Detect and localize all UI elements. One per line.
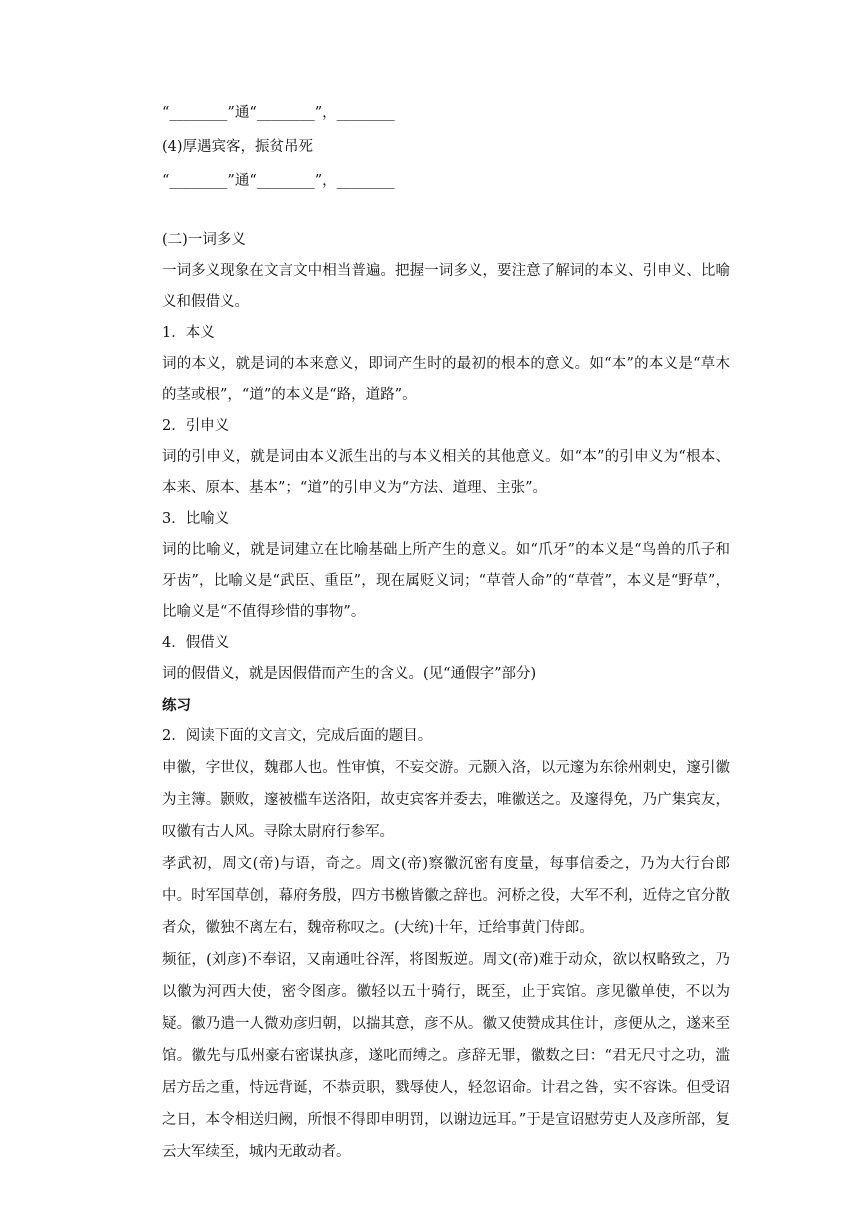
- tongjia-answer-3: “________”通“________”，________: [162, 105, 395, 121]
- item-heading-benyi: 1．本义: [162, 325, 215, 341]
- section-heading: (二)一词多义: [162, 232, 246, 248]
- item-text-biyuyi: 词的比喻义，就是词建立在比喻基础上所产生的意义。如“爪牙”的本义是“鸟兽的爪子和牙齿”，比喻义是“武臣、重臣”，现在属贬义词；“草菅人命”的“草菅”，本义是“野草”，比喻义是“不值得珍惜的事物”。: [162, 542, 730, 620]
- item-heading-yinshenyi: 2．引申义: [162, 418, 230, 434]
- item-text-yinshenyi: 词的引申义，就是词由本义派生出的与本义相关的其他意义。如“本”的引申义为“根本、本来、原本、基本”；“道”的引申义为“方法、道理、主张”。: [162, 449, 730, 496]
- passage-paragraph-1: 申徽，字世仪，魏郡人也。性审慎，不妄交游。元颢入洛，以元邃为东徐州刺史，邃引徽为主簿。颢败，邃被槛车送洛阳，故吏宾客并委去，唯徽送之。及邃得免，乃广集宾友，叹徽有古人风。寻除太尉府行参军。: [162, 760, 730, 840]
- item-text-jiajieyi: 词的假借义，就是因假借而产生的含义。(见“通假字”部分): [162, 666, 537, 682]
- passage-paragraph-2: 孝武初，周文(帝)与语，奇之。周文(帝)察徽沉密有度量，每事信委之，乃为大行台郎中。时军国草创，幕府务殷，四方书檄皆徽之辞也。河桥之役，大军不利，近侍之官分散者众，徽独不离左右，魏帝称叹之。(大统)十年，迁给事黄门侍郎。: [162, 856, 730, 936]
- practice-heading: 练习: [162, 697, 191, 714]
- item-heading-jiajieyi: 4．假借义: [162, 635, 230, 651]
- item-heading-biyuyi: 3．比喻义: [162, 511, 230, 527]
- passage-paragraph-3: 频征，(刘彦)不奉诏，又南通吐谷浑，将图叛逆。周文(帝)难于动众，欲以权略致之，乃以徽为河西大使，密令图彦。徽轻以五十骑行，既至，止于宾馆。彦见徽单使，不以为疑。徽乃遣一人微劝彦归朝，以揣其意，彦不从。徽又使赞成其住计，彦便从之，遂来至馆。徽先与瓜州豪右密谋执彦，遂叱而缚之。彦辞无罪，徽数之曰：“君无尺寸之功，滥居方岳之重，恃远背诞，不恭贡职，戮辱使人，轻忽诏命。计君之咎，实不容诛。但受诏之日，本令相送归阙，所恨不得即申明罚，以谢边远耳。”于是宣诏慰劳吏人及彦所部，复云大军续至，城内无敢动者。: [162, 952, 730, 1160]
- tongjia-sentence-4: (4)厚遇宾客，振贫吊死: [162, 139, 314, 155]
- section-intro: 一词多义现象在文言文中相当普遍。把握一词多义，要注意了解词的本义、引申义、比喻义和假借义。: [162, 263, 730, 310]
- practice-question: 2．阅读下面的文言文，完成后面的题目。: [162, 728, 433, 744]
- document-body: [162, 103, 730, 1168]
- tongjia-answer-4: “________”通“________”，________: [162, 173, 395, 189]
- item-text-benyi: 词的本义，就是词的本来意义，即词产生时的最初的根本的意义。如“本”的本义是“草木的茎或根”，“道”的本义是“路，道路”。: [162, 356, 730, 403]
